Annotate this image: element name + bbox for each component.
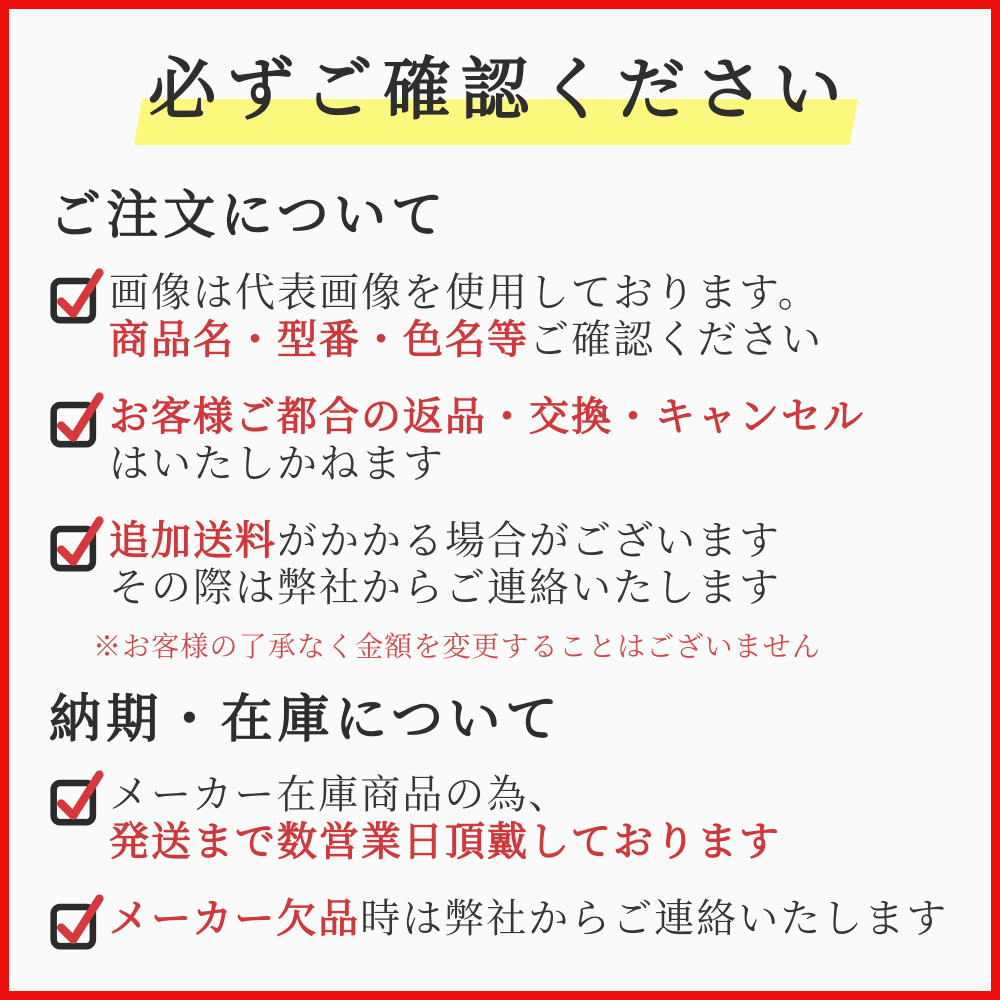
item-text: メーカー在庫商品の為、 <box>109 771 571 817</box>
section-delivery <box>9 691 991 945</box>
list-item <box>49 895 991 945</box>
item-text-emphasis: 追加送料 <box>109 517 277 563</box>
item-line <box>109 517 821 564</box>
item-text-emphasis: お客様ご都合の返品・交換・キャンセル <box>109 393 865 439</box>
checkbox-checked-icon <box>49 267 105 319</box>
item-text: はいたしかねます <box>109 440 445 486</box>
checkbox-checked-icon <box>49 893 105 945</box>
list-item <box>49 517 991 665</box>
page-title: 必ずご確認ください <box>148 52 852 128</box>
item-text: がかかる場合がございます <box>277 517 781 563</box>
item-text-block <box>109 269 823 363</box>
item-text: ご確認ください <box>529 316 823 362</box>
section-order <box>9 187 991 665</box>
item-note: ※お客様の了承なく金額を変更することはございません <box>93 631 822 663</box>
item-line <box>109 393 865 440</box>
item-text-block <box>93 517 822 665</box>
checkbox-checked-icon <box>49 515 105 567</box>
section-delivery-heading: 納期・在庫について <box>49 691 563 749</box>
item-line <box>109 440 865 487</box>
page-title-block <box>9 45 991 157</box>
item-text-block <box>109 895 948 942</box>
item-text: その際は弊社からご連絡いたします <box>109 564 781 610</box>
item-line <box>109 818 781 865</box>
item-text-block <box>109 771 781 865</box>
item-line <box>109 771 781 818</box>
checkbox-checked-icon <box>49 391 105 443</box>
list-item <box>49 269 991 363</box>
item-line <box>109 269 823 316</box>
item-text: 画像は代表画像を使用しております。 <box>109 269 820 315</box>
item-text: 時は弊社からご連絡いたします <box>360 895 949 941</box>
list-item <box>49 393 991 487</box>
item-line <box>109 316 823 363</box>
item-text-emphasis: 商品名・型番・色名等 <box>109 316 529 362</box>
item-text-emphasis: メーカー欠品 <box>109 895 361 941</box>
section-order-heading: ご注文について <box>49 188 449 245</box>
item-line <box>109 895 948 942</box>
list-item <box>49 771 991 865</box>
item-text-block <box>109 393 865 487</box>
checkbox-checked-icon <box>49 769 105 821</box>
item-line <box>109 564 821 611</box>
item-text-emphasis: 発送まで数営業日頂戴しております <box>109 818 781 864</box>
